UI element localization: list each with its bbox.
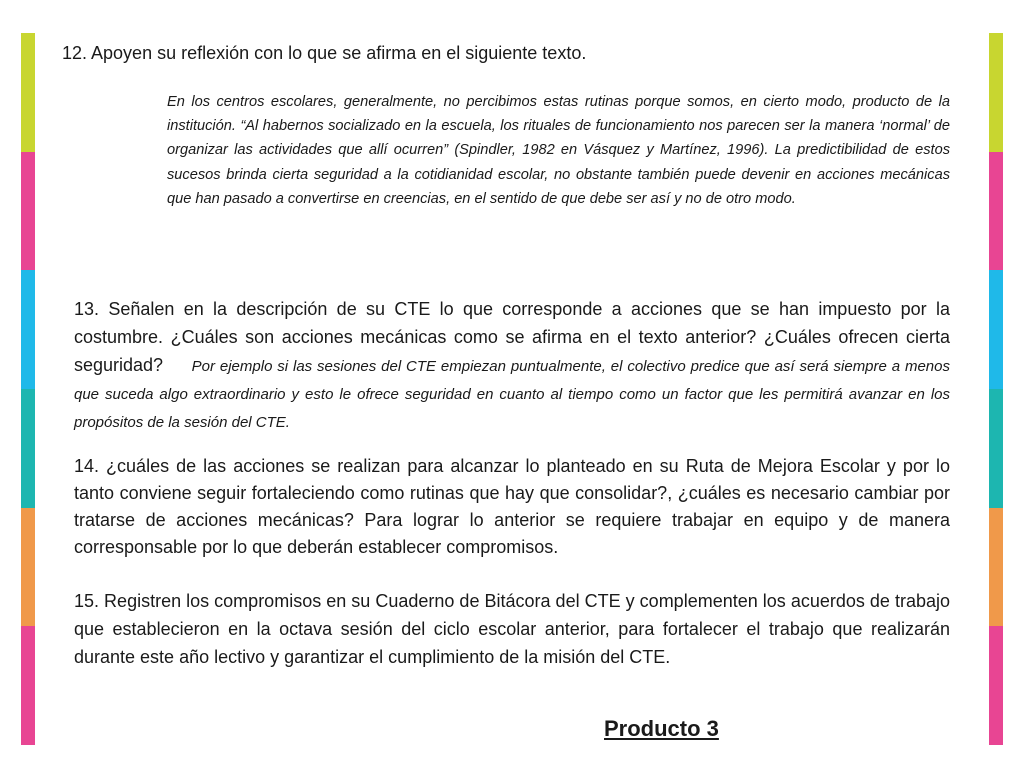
bar-segment-orange (21, 508, 35, 627)
question-14: 14. ¿cuáles de las acciones se realizan para alcanzar lo planteado en su Ruta de Mejora Escolar y por lo tanto conviene seguir fortaleciendo como rutinas que hay que consolidar?, ¿cuáles es necesario cambiar por tratarse de acciones mecánicas? Para lograr lo anterior se requiere trabajar en equipo y de manera corresponsable por lo que deberán establecer compromisos. (74, 456, 950, 557)
left-color-bar (21, 33, 35, 745)
bar-segment-blue (989, 270, 1003, 389)
bar-segment-pink-bottom (21, 626, 35, 745)
bar-segment-orange (989, 508, 1003, 627)
product-label: Producto 3 (604, 716, 719, 741)
bar-segment-teal (21, 389, 35, 508)
bar-segment-pink (21, 152, 35, 271)
question-13 (74, 295, 950, 435)
question-13-example-note: Por ejemplo si las sesiones del CTE empiezan puntualmente, el colectivo predice que así será siempre a menos que suceda algo extraordinario y esto le ofrece seguridad en cuanto al tiempo como un factor que les permitirá avanzar en los propósitos de la sesión del CTE. (74, 358, 950, 431)
bar-segment-lime (21, 33, 35, 152)
bar-segment-blue (21, 270, 35, 389)
bar-segment-pink-bottom (989, 626, 1003, 745)
quoted-text: En los centros escolares, generalmente, no percibimos estas rutinas porque somos, en cierto modo, producto de la institución. “Al habernos socializado en la escuela, los rituales de funcionamiento nos parecen ser la manera ‘normal’ de organizar las actividades que allí ocurren” (Spindler, 1982 en Vásquez y Martínez, 1996). La predictibilidad de estos sucesos brinda cierta seguridad a la cotidianidad escolar, no obstante también puede devenir en acciones mecánicas que han pasado a convertirse en creencias, en el sentido de que debe ser así y no de otro modo. (167, 94, 950, 207)
question-13-text: 13. Señalen en la descripción de su CTE lo que corresponde a acciones que se han impuesto por la costumbre. ¿Cuáles son acciones mecánicas como se afirma en el texto anterior? ¿Cuáles ofrecen cierta seguridad? (74, 299, 950, 375)
question-15: 15. Registren los compromisos en su Cuaderno de Bitácora del CTE y complementen los acuerdos de trabajo que establecieron en la octava sesión del ciclo escolar anterior, para fortalecer el trabajo que realizarán durante este año lectivo y garantizar el cumplimiento de la misión del CTE. (74, 591, 950, 667)
question-12: 12. Apoyen su reflexión con lo que se afirma en el siguiente texto. (62, 43, 587, 63)
bar-segment-pink (989, 152, 1003, 271)
bar-segment-teal (989, 389, 1003, 508)
right-color-bar (989, 33, 1003, 745)
bar-segment-lime (989, 33, 1003, 152)
